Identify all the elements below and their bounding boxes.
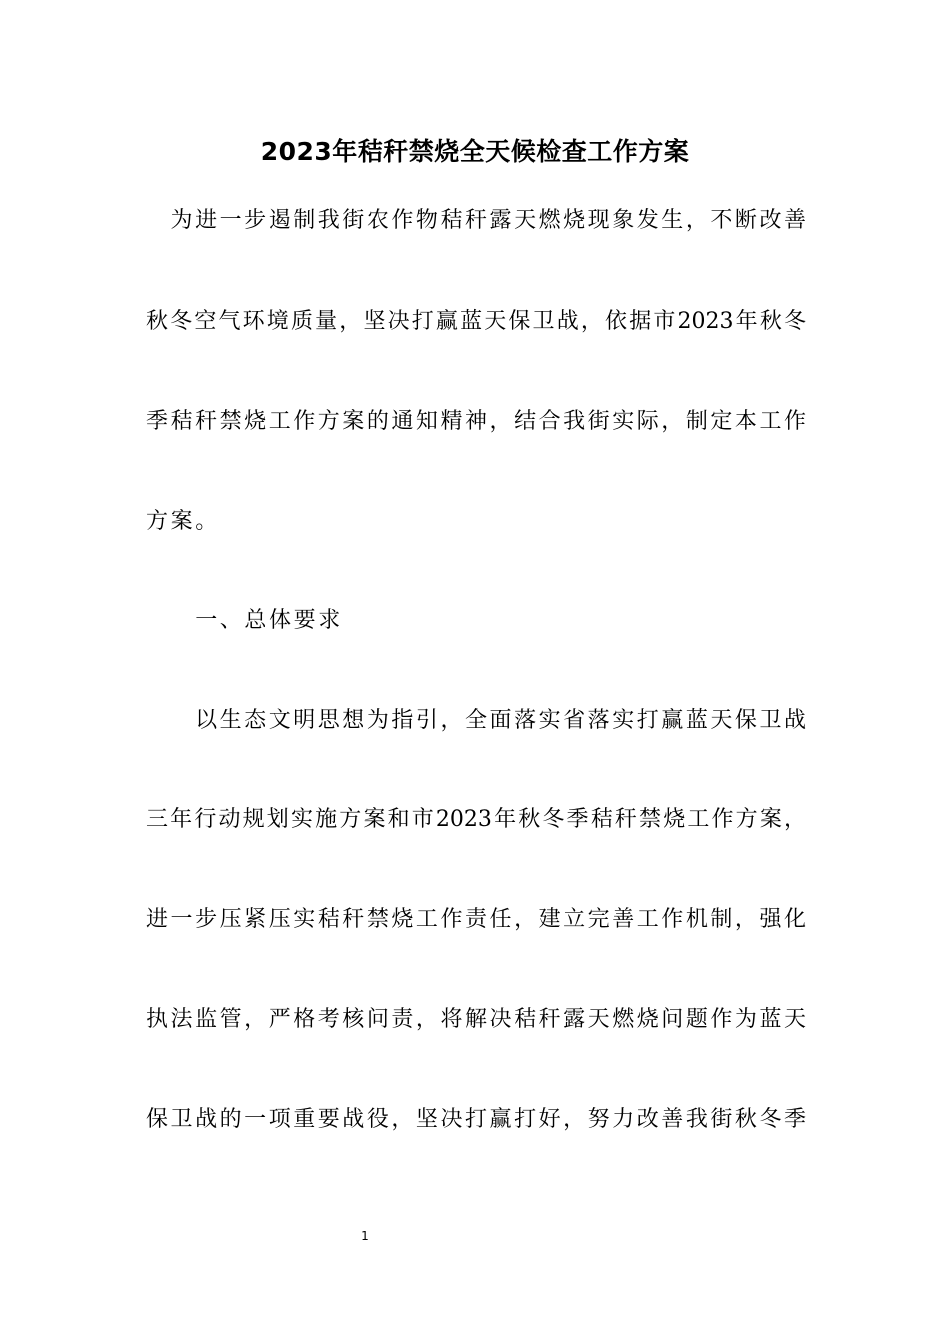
section-heading: 一、总体要求 (146, 608, 343, 633)
document-title: 2023年秸秆禁烧全天候检查工作方案 (260, 137, 690, 166)
paragraph-line: 秋冬空气环境质量，坚决打赢蓝天保卫战，依据市2023年秋冬 (146, 309, 806, 334)
paragraph-line: 以生态文明思想为指引，全面落实省落实打赢蓝天保卫战 (146, 708, 806, 733)
paragraph-line: 方案。 (146, 509, 220, 534)
paragraph-line: 执法监管，严格考核问责，将解决秸秆露天燃烧问题作为蓝天 (146, 1007, 806, 1032)
paragraph-line: 进一步压紧压实秸秆禁烧工作责任，建立完善工作机制，强化 (146, 907, 806, 932)
paragraph-line: 季秸秆禁烧工作方案的通知精神，结合我街实际，制定本工作 (146, 409, 806, 434)
page-number: 1 (361, 1229, 369, 1243)
paragraph-line: 三年行动规划实施方案和市2023年秋冬季秸秆禁烧工作方案， (146, 807, 806, 832)
paragraph-line: 为进一步遏制我街农作物秸秆露天燃烧现象发生，不断改善 (146, 208, 806, 233)
paragraph-line: 保卫战的一项重要战役，坚决打赢打好，努力改善我街秋冬季 (146, 1107, 806, 1132)
